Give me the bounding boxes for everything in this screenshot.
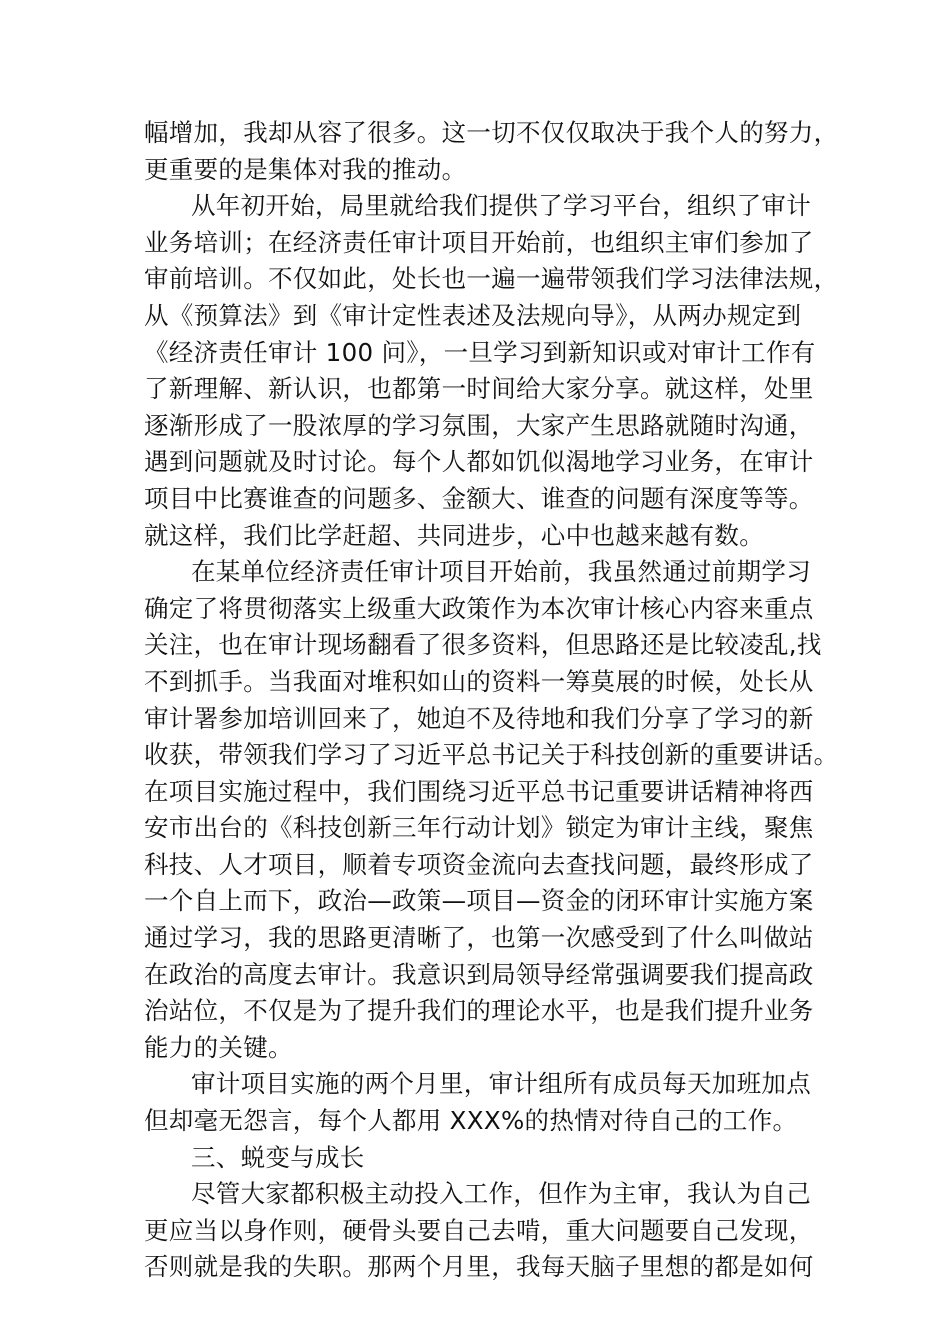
text-line: 幅增加，我却从容了很多。这一切不仅仅取决于我个人的努力， — [144, 118, 839, 147]
text-line: 更应当以身作则，硬骨头要自己去啃，重大问题要自己发现， — [144, 1215, 814, 1245]
text-line: 不到抓手。当我面对堆积如山的资料一筹莫展的时候，处长从 — [144, 666, 814, 696]
text-line: 通过学习，我的思路更清晰了，也第一次感受到了什么叫做站 — [144, 923, 814, 953]
text-line: 能力的关键。 — [144, 1032, 293, 1062]
text-line: 收获，带领我们学习了习近平总书记关于科技创新的重要讲话。 — [144, 740, 839, 770]
text-line: 更重要的是集体对我的推动。 — [144, 154, 467, 184]
paragraph-start-line: 从年初开始，局里就给我们提供了学习平台，组织了审计 — [191, 191, 811, 221]
text-line: 从《预算法》到《审计定性表述及法规向导》，从两办规定到 — [144, 300, 802, 330]
text-line: 但却毫无怨言，每个人都用 XXX%的热情对待自己的工作。 — [144, 1106, 798, 1136]
text-line: 《经济责任审计 100 问》，一旦学习到新知识或对审计工作有 — [144, 337, 816, 367]
text-line: 遇到问题就及时讨论。每个人都如饥似渴地学习业务，在审计 — [144, 447, 814, 477]
text-line: 否则就是我的失职。那两个月里，我每天脑子里想的都是如何 — [144, 1252, 814, 1282]
body-text — [144, 115, 839, 1286]
text-line: 业务培训；在经济责任审计项目开始前，也组织主审们参加了 — [144, 227, 814, 257]
text-line: 审前培训。不仅如此，处长也一遍一遍带领我们学习法律法规， — [144, 264, 839, 294]
paragraph-start-line: 审计项目实施的两个月里，审计组所有成员每天加班加点 — [191, 1069, 811, 1099]
text-line: 安市出台的《科技创新三年行动计划》锁定为审计主线，聚焦 — [144, 813, 814, 843]
text-line: 项目中比赛谁查的问题多、金额大、谁查的问题有深度等等。 — [144, 483, 814, 513]
text-line: 在政治的高度去审计。我意识到局领导经常强调要我们提高政 — [144, 959, 814, 989]
paragraph-start-line: 在某单位经济责任审计项目开始前，我虽然通过前期学习 — [191, 557, 811, 587]
text-line: 治站位，不仅是为了提升我们的理论水平，也是我们提升业务 — [144, 996, 814, 1026]
text-line: 在项目实施过程中，我们围绕习近平总书记重要讲话精神将西 — [144, 776, 814, 806]
text-line: 确定了将贯彻落实上级重大政策作为本次审计核心内容来重点 — [144, 593, 814, 623]
paragraph-start-line: 尽管大家都积极主动投入工作，但作为主审，我认为自己 — [191, 1179, 811, 1209]
text-line: 逐渐形成了一股浓厚的学习氛围，大家产生思路就随时沟通， — [144, 410, 814, 440]
text-line: 审计署参加培训回来了，她迫不及待地和我们分享了学习的新 — [144, 703, 814, 733]
text-line: 科技、人才项目，顺着专项资金流向去查找问题，最终形成了 — [144, 849, 814, 879]
section-heading: 三、蜕变与成长 — [191, 1142, 365, 1172]
text-line: 就这样，我们比学赶超、共同进步，心中也越来越有数。 — [144, 520, 764, 550]
text-line: 关注，也在审计现场翻看了很多资料，但思路还是比较凌乱,找 — [144, 630, 822, 660]
text-line: 一个自上而下，政治—政策—项目—资金的闭环审计实施方案 — [144, 886, 814, 916]
text-line: 了新理解、新认识，也都第一时间给大家分享。就这样，处里 — [144, 374, 814, 404]
